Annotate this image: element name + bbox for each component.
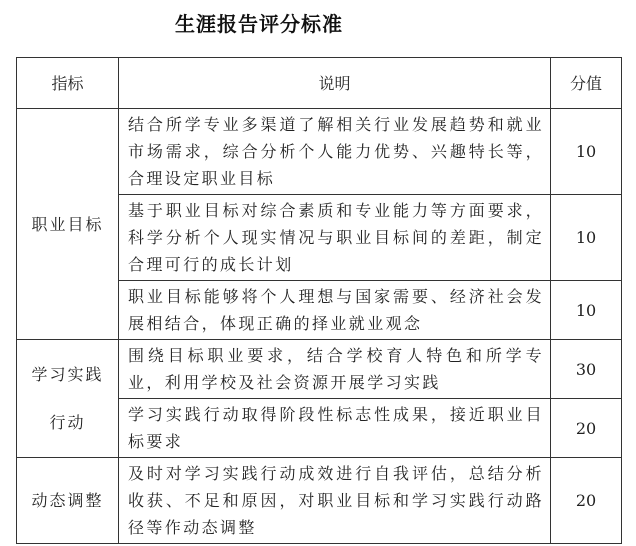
score-cell: 20 — [551, 399, 622, 458]
description-cell: 基于职业目标对综合素质和专业能力等方面要求，科学分析个人现实情况与职业目标间的差距，制定合理可行的成长计划 — [119, 195, 551, 281]
indicator-learning-practice — [17, 340, 119, 458]
indicator-dynamic-adjustment: 动态调整 — [17, 458, 119, 544]
scoring-table — [16, 57, 622, 544]
table-row — [17, 458, 622, 544]
description-cell: 围绕目标职业要求，结合学校育人特色和所学专业，利用学校及社会资源开展学习实践 — [119, 340, 551, 399]
header-score: 分值 — [551, 58, 622, 109]
description-cell: 及时对学习实践行动成效进行自我评估，总结分析收获、不足和原因，对职业目标和学习实践行动路径等作动态调整 — [119, 458, 551, 544]
table-row — [17, 109, 622, 195]
description-cell: 结合所学专业多渠道了解相关行业发展趋势和就业市场需求，综合分析个人能力优势、兴趣特长等，合理设定职业目标 — [119, 109, 551, 195]
header-description: 说明 — [119, 58, 551, 109]
indicator-line: 行动 — [49, 412, 86, 432]
score-cell: 20 — [551, 458, 622, 544]
score-cell: 10 — [551, 195, 622, 281]
score-cell: 10 — [551, 281, 622, 340]
description-cell: 职业目标能够将个人理想与国家需要、经济社会发展相结合，体现正确的择业就业观念 — [119, 281, 551, 340]
table-row — [17, 340, 622, 399]
score-cell: 30 — [551, 340, 622, 399]
indicator-career-goal: 职业目标 — [17, 109, 119, 340]
table-header-row — [17, 58, 622, 109]
page-title: 生涯报告评分标准 — [175, 12, 343, 36]
description-cell: 学习实践行动取得阶段性标志性成果，接近职业目标要求 — [119, 399, 551, 458]
score-cell: 10 — [551, 109, 622, 195]
indicator-line: 学习实践 — [31, 364, 104, 384]
header-indicator: 指标 — [17, 58, 119, 109]
